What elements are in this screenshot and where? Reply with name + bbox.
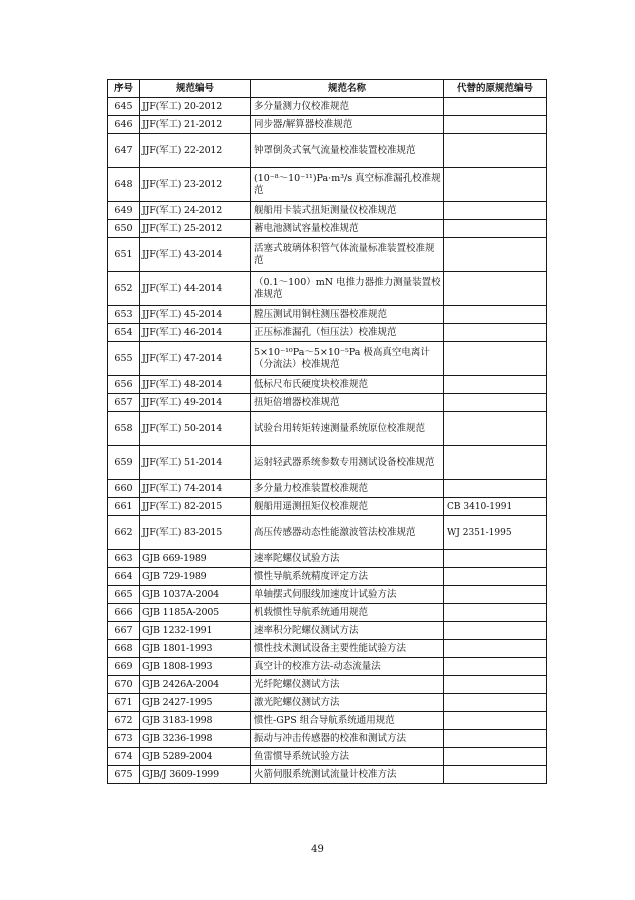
page-number: 49 bbox=[311, 844, 324, 855]
table-row bbox=[108, 98, 547, 116]
row-serial-number: 666 bbox=[108, 604, 140, 622]
row-serial-number: 660 bbox=[108, 480, 140, 498]
row-spec-code: GJB 3183-1998 bbox=[140, 712, 251, 730]
row-serial-number: 654 bbox=[108, 324, 140, 342]
table-row bbox=[108, 766, 547, 784]
row-spec-code: GJB 1232-1991 bbox=[140, 622, 251, 640]
row-spec-code: GJB 1801-1993 bbox=[140, 640, 251, 658]
row-serial-number: 674 bbox=[108, 748, 140, 766]
row-spec-name: 鱼雷惯导系统试验方法 bbox=[251, 748, 444, 766]
row-replaced-code bbox=[444, 730, 547, 748]
table-row bbox=[108, 116, 547, 134]
row-replaced-code bbox=[444, 342, 547, 376]
table-row bbox=[108, 550, 547, 568]
row-spec-code: GJB 1185A-2005 bbox=[140, 604, 251, 622]
table-row bbox=[108, 694, 547, 712]
row-serial-number: 668 bbox=[108, 640, 140, 658]
row-replaced-code bbox=[444, 202, 547, 220]
row-spec-name: 蓄电池测试容量校准规范 bbox=[251, 220, 444, 238]
table-row bbox=[108, 658, 547, 676]
row-serial-number: 653 bbox=[108, 306, 140, 324]
row-spec-name: 真空计的校准方法-动态流量法 bbox=[251, 658, 444, 676]
row-serial-number: 667 bbox=[108, 622, 140, 640]
row-serial-number: 664 bbox=[108, 568, 140, 586]
row-spec-code: JJF(军工) 83-2015 bbox=[140, 516, 251, 550]
row-replaced-code bbox=[444, 586, 547, 604]
row-spec-code: JJF(军工) 74-2014 bbox=[140, 480, 251, 498]
row-serial-number: 649 bbox=[108, 202, 140, 220]
row-spec-code: JJF(军工) 48-2014 bbox=[140, 376, 251, 394]
row-replaced-code bbox=[444, 394, 547, 412]
row-replaced-code bbox=[444, 550, 547, 568]
row-spec-name: 光纤陀螺仪测试方法 bbox=[251, 676, 444, 694]
row-replaced-code bbox=[444, 98, 547, 116]
row-replaced-code bbox=[444, 676, 547, 694]
row-spec-name: 机载惯性导航系统通用规范 bbox=[251, 604, 444, 622]
row-serial-number: 663 bbox=[108, 550, 140, 568]
header-spec-code: 规范编号 bbox=[140, 80, 251, 98]
row-serial-number: 669 bbox=[108, 658, 140, 676]
row-serial-number: 661 bbox=[108, 498, 140, 516]
row-spec-name: 高压传感器动态性能激波管法校准规范 bbox=[251, 516, 444, 550]
table-row bbox=[108, 480, 547, 498]
row-serial-number: 650 bbox=[108, 220, 140, 238]
row-replaced-code bbox=[444, 446, 547, 480]
row-serial-number: 670 bbox=[108, 676, 140, 694]
header-serial-number: 序号 bbox=[108, 80, 140, 98]
row-spec-code: JJF(军工) 45-2014 bbox=[140, 306, 251, 324]
row-serial-number: 658 bbox=[108, 412, 140, 446]
row-spec-name: 单轴摆式伺服线加速度计试验方法 bbox=[251, 586, 444, 604]
table-row bbox=[108, 568, 547, 586]
table-row bbox=[108, 446, 547, 480]
row-spec-code: GJB/J 3609-1999 bbox=[140, 766, 251, 784]
table-row bbox=[108, 306, 547, 324]
row-spec-name: 振动与冲击传感器的校准和测试方法 bbox=[251, 730, 444, 748]
row-spec-code: JJF(军工) 82-2015 bbox=[140, 498, 251, 516]
row-spec-code: GJB 2427-1995 bbox=[140, 694, 251, 712]
row-spec-name: 激光陀螺仪测试方法 bbox=[251, 694, 444, 712]
row-replaced-code bbox=[444, 272, 547, 306]
row-spec-name: 扭矩倍增器校准规范 bbox=[251, 394, 444, 412]
row-spec-name: (10⁻⁸～10⁻¹¹)Pa·m³/s 真空标准漏孔校准规范 bbox=[251, 168, 444, 202]
table-row bbox=[108, 272, 547, 306]
row-spec-code: JJF(军工) 46-2014 bbox=[140, 324, 251, 342]
row-spec-name: 多分量测力仪校准规范 bbox=[251, 98, 444, 116]
table-row bbox=[108, 134, 547, 168]
row-replaced-code bbox=[444, 712, 547, 730]
row-spec-code: JJF(军工) 20-2012 bbox=[140, 98, 251, 116]
table-row bbox=[108, 640, 547, 658]
table-body bbox=[108, 98, 547, 784]
table-row bbox=[108, 220, 547, 238]
row-replaced-code bbox=[444, 238, 547, 272]
row-replaced-code bbox=[444, 694, 547, 712]
table-row bbox=[108, 748, 547, 766]
row-replaced-code bbox=[444, 376, 547, 394]
table-row bbox=[108, 324, 547, 342]
row-serial-number: 656 bbox=[108, 376, 140, 394]
header-replaced-code: 代替的原规范编号 bbox=[444, 80, 547, 98]
row-spec-code: JJF(军工) 49-2014 bbox=[140, 394, 251, 412]
row-spec-name: 正压标准漏孔（恒压法）校准规范 bbox=[251, 324, 444, 342]
row-replaced-code: WJ 2351-1995 bbox=[444, 516, 547, 550]
row-spec-code: GJB 729-1989 bbox=[140, 568, 251, 586]
row-replaced-code bbox=[444, 480, 547, 498]
row-spec-name: 舰船用遥测扭矩仪校准规范 bbox=[251, 498, 444, 516]
row-spec-name: 惯性-GPS 组合导航系统通用规范 bbox=[251, 712, 444, 730]
row-serial-number: 655 bbox=[108, 342, 140, 376]
row-replaced-code bbox=[444, 116, 547, 134]
row-spec-code: JJF(军工) 25-2012 bbox=[140, 220, 251, 238]
row-replaced-code bbox=[444, 324, 547, 342]
row-spec-code: GJB 669-1989 bbox=[140, 550, 251, 568]
row-spec-name: 同步器/解算器校准规范 bbox=[251, 116, 444, 134]
row-spec-name: 舰船用卡装式扭矩测量仪校准规范 bbox=[251, 202, 444, 220]
row-spec-code: GJB 5289-2004 bbox=[140, 748, 251, 766]
row-serial-number: 662 bbox=[108, 516, 140, 550]
header-spec-name: 规范名称 bbox=[251, 80, 444, 98]
table-row bbox=[108, 238, 547, 272]
row-serial-number: 671 bbox=[108, 694, 140, 712]
row-replaced-code bbox=[444, 622, 547, 640]
table-row bbox=[108, 168, 547, 202]
row-spec-name: 多分量力校准装置校准规范 bbox=[251, 480, 444, 498]
row-replaced-code bbox=[444, 748, 547, 766]
row-spec-code: JJF(军工) 47-2014 bbox=[140, 342, 251, 376]
row-spec-name: 运射轻武器系统参数专用测试设备校准规范 bbox=[251, 446, 444, 480]
row-spec-code: JJF(军工) 24-2012 bbox=[140, 202, 251, 220]
row-serial-number: 647 bbox=[108, 134, 140, 168]
row-spec-code: JJF(军工) 44-2014 bbox=[140, 272, 251, 306]
row-spec-name: 火箭伺服系统测试流量计校准方法 bbox=[251, 766, 444, 784]
table-row bbox=[108, 730, 547, 748]
table-row bbox=[108, 202, 547, 220]
standards-table bbox=[107, 79, 547, 784]
row-spec-name: 速率陀螺仪试验方法 bbox=[251, 550, 444, 568]
table-row bbox=[108, 412, 547, 446]
row-replaced-code bbox=[444, 658, 547, 676]
table-row bbox=[108, 394, 547, 412]
row-spec-name: 5×10⁻¹⁰Pa～5×10⁻⁵Pa 极高真空电离计（分流法）校准规范 bbox=[251, 342, 444, 376]
table-row bbox=[108, 516, 547, 550]
row-spec-code: JJF(军工) 21-2012 bbox=[140, 116, 251, 134]
row-serial-number: 657 bbox=[108, 394, 140, 412]
table-row bbox=[108, 342, 547, 376]
row-replaced-code bbox=[444, 766, 547, 784]
row-replaced-code bbox=[444, 134, 547, 168]
table-row bbox=[108, 604, 547, 622]
row-serial-number: 659 bbox=[108, 446, 140, 480]
row-spec-name: （0.1～100）mN 电推力器推力测量装置校准规范 bbox=[251, 272, 444, 306]
row-serial-number: 675 bbox=[108, 766, 140, 784]
table-row bbox=[108, 676, 547, 694]
row-serial-number: 665 bbox=[108, 586, 140, 604]
table-row bbox=[108, 622, 547, 640]
row-serial-number: 646 bbox=[108, 116, 140, 134]
row-spec-code: GJB 1808-1993 bbox=[140, 658, 251, 676]
row-spec-name: 惯性导航系统精度评定方法 bbox=[251, 568, 444, 586]
row-spec-code: GJB 3236-1998 bbox=[140, 730, 251, 748]
row-replaced-code bbox=[444, 604, 547, 622]
row-spec-code: GJB 2426A-2004 bbox=[140, 676, 251, 694]
row-spec-code: JJF(军工) 50-2014 bbox=[140, 412, 251, 446]
row-spec-code: JJF(军工) 22-2012 bbox=[140, 134, 251, 168]
row-spec-name: 试验台用转矩转速测量系统原位校准规范 bbox=[251, 412, 444, 446]
table-row bbox=[108, 498, 547, 516]
row-replaced-code bbox=[444, 306, 547, 324]
row-spec-name: 活塞式玻璃体积管气体流量标准装置校准规范 bbox=[251, 238, 444, 272]
row-serial-number: 645 bbox=[108, 98, 140, 116]
row-serial-number: 651 bbox=[108, 238, 140, 272]
row-spec-code: JJF(军工) 51-2014 bbox=[140, 446, 251, 480]
row-replaced-code bbox=[444, 568, 547, 586]
row-replaced-code: CB 3410-1991 bbox=[444, 498, 547, 516]
row-serial-number: 673 bbox=[108, 730, 140, 748]
row-replaced-code bbox=[444, 168, 547, 202]
table-row bbox=[108, 586, 547, 604]
row-replaced-code bbox=[444, 220, 547, 238]
row-spec-code: JJF(军工) 23-2012 bbox=[140, 168, 251, 202]
row-spec-code: GJB 1037A-2004 bbox=[140, 586, 251, 604]
row-serial-number: 652 bbox=[108, 272, 140, 306]
row-serial-number: 672 bbox=[108, 712, 140, 730]
row-replaced-code bbox=[444, 412, 547, 446]
row-spec-name: 膛压测试用铜柱测压器校准规范 bbox=[251, 306, 444, 324]
row-spec-name: 速率积分陀螺仪测试方法 bbox=[251, 622, 444, 640]
row-spec-name: 低标尺布氏硬度块校准规范 bbox=[251, 376, 444, 394]
table-header-row bbox=[108, 80, 547, 98]
row-spec-name: 惯性技术测试设备主要性能试验方法 bbox=[251, 640, 444, 658]
table-row bbox=[108, 376, 547, 394]
table-row bbox=[108, 712, 547, 730]
row-replaced-code bbox=[444, 640, 547, 658]
row-serial-number: 648 bbox=[108, 168, 140, 202]
row-spec-code: JJF(军工) 43-2014 bbox=[140, 238, 251, 272]
row-spec-name: 钟罩倒灸式氧气流量校准装置校准规范 bbox=[251, 134, 444, 168]
